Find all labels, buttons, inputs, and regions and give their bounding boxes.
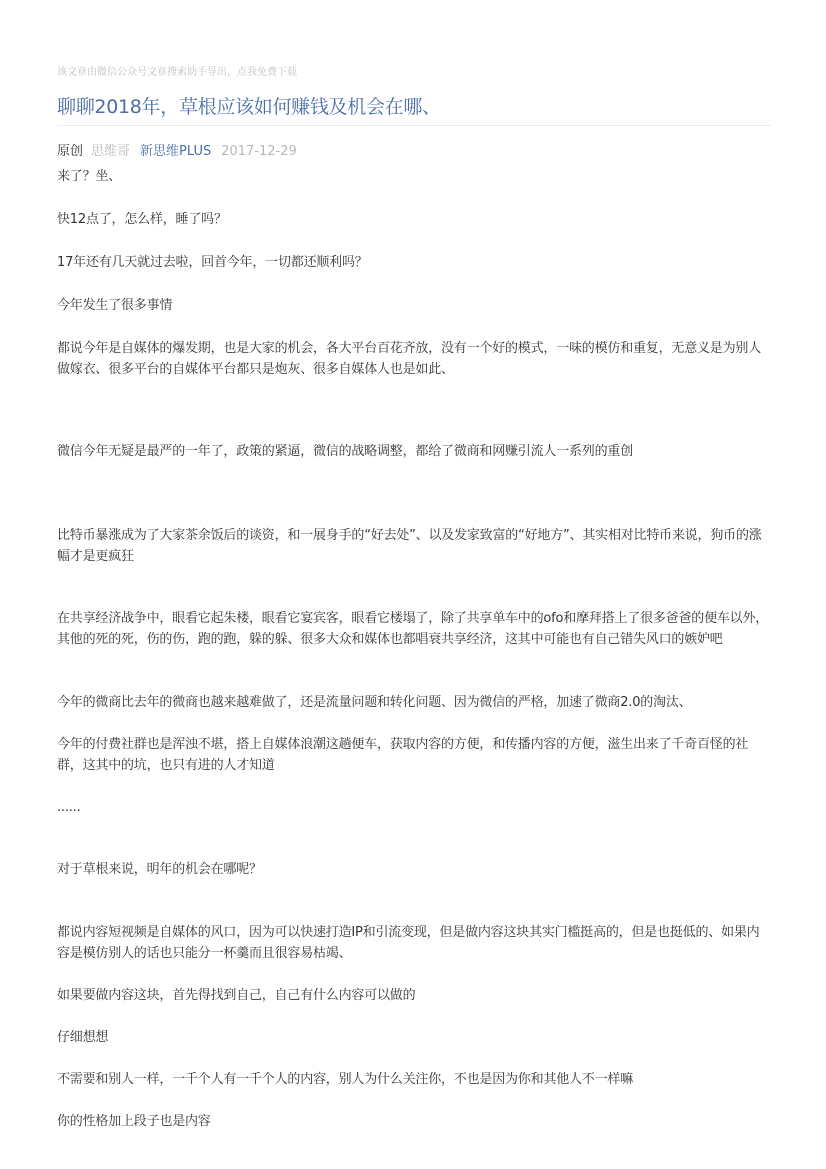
paragraph: 17年还有几天就过去啦，回首今年，一切都还顺利吗？ <box>57 255 368 270</box>
paragraph: 微信今年无疑是最严的一年了，政策的紧逼，微信的战略调整，都给了微商和网赚引流人一系列的重创 <box>57 444 634 459</box>
paragraph: 都说今年是自媒体的爆发期，也是大家的机会，各大平台百花齐放，没有一个好的模式，一味的模仿和重复，无意义是为别人做嫁衣、很多平台的自媒体平台都只是炮灰、很多自媒体人也是如此、 <box>57 341 762 377</box>
paragraph: 今年的微商比去年的微商也越来越难做了，还是流量问题和转化问题、因为微信的严格，加速了微商2.0的淘汰、 <box>57 695 692 710</box>
article-title: 聊聊2018年，草根应该如何赚钱及机会在哪、 <box>57 96 441 118</box>
publish-date: 2017-12-29 <box>221 144 297 159</box>
author-name: 思维哥 <box>91 144 131 159</box>
title-divider <box>57 125 771 126</box>
paragraph: 比特币暴涨成为了大家茶余饭后的谈资，和一展身手的“好去处”、以及发家致富的“好地方”、其实相对比特币来说，狗币的涨幅才是更疯狂 <box>57 528 762 564</box>
export-notice-link[interactable]: 该文章由微信公众号文章搜索助手导出，点我免费下载 <box>57 67 297 78</box>
paragraph: 不需要和别人一样，一千个人有一千个人的内容，别人为什么关注你，不也是因为你和其他人不一样嘛 <box>57 1072 634 1087</box>
paragraph: 对于草根来说，明年的机会在哪呢？ <box>57 862 262 877</box>
paragraph: 仔细想想 <box>57 1030 109 1045</box>
original-tag: 原创 <box>57 144 84 159</box>
paragraph: 今年的付费社群也是浑浊不堪，搭上自媒体浪潮这趟便车，获取内容的方便，和传播内容的方便，滋生出来了千奇百怪的社群，这其中的坑，也只有进的人才知道 <box>57 737 749 773</box>
paragraph: 如果要做内容这块，首先得找到自己，自己有什么内容可以做的 <box>57 988 416 1003</box>
paragraph: 快12点了，怎么样，睡了吗？ <box>57 212 227 227</box>
paragraph: 你的性格加上段子也是内容 <box>57 1114 211 1129</box>
paragraph: 今年发生了很多事情 <box>57 298 173 313</box>
paragraph: 都说内容短视频是自媒体的风口，因为可以快速打造IP和引流变现，但是做内容这块其实门槛挺高的，但是也挺低的、如果内容是模仿别人的话也只能分一杯羹而且很容易枯竭、 <box>57 925 760 961</box>
paragraph: 在共享经济战争中，眼看它起朱楼，眼看它宴宾客，眼看它楼塌了，除了共享单车中的ofo和摩拜搭上了很多爸爸的便车以外，其他的死的死，伤的伤，跑的跑，躲的躲、很多大众和媒体也都唱衰共享经济，这其中可能也有自己错失风口的嫉妒吧 <box>57 611 769 647</box>
account-link[interactable]: 新思维PLUS <box>140 144 212 159</box>
paragraph: ...... <box>57 800 81 815</box>
paragraph: 来了？坐、 <box>57 169 122 184</box>
article-meta <box>57 140 305 159</box>
